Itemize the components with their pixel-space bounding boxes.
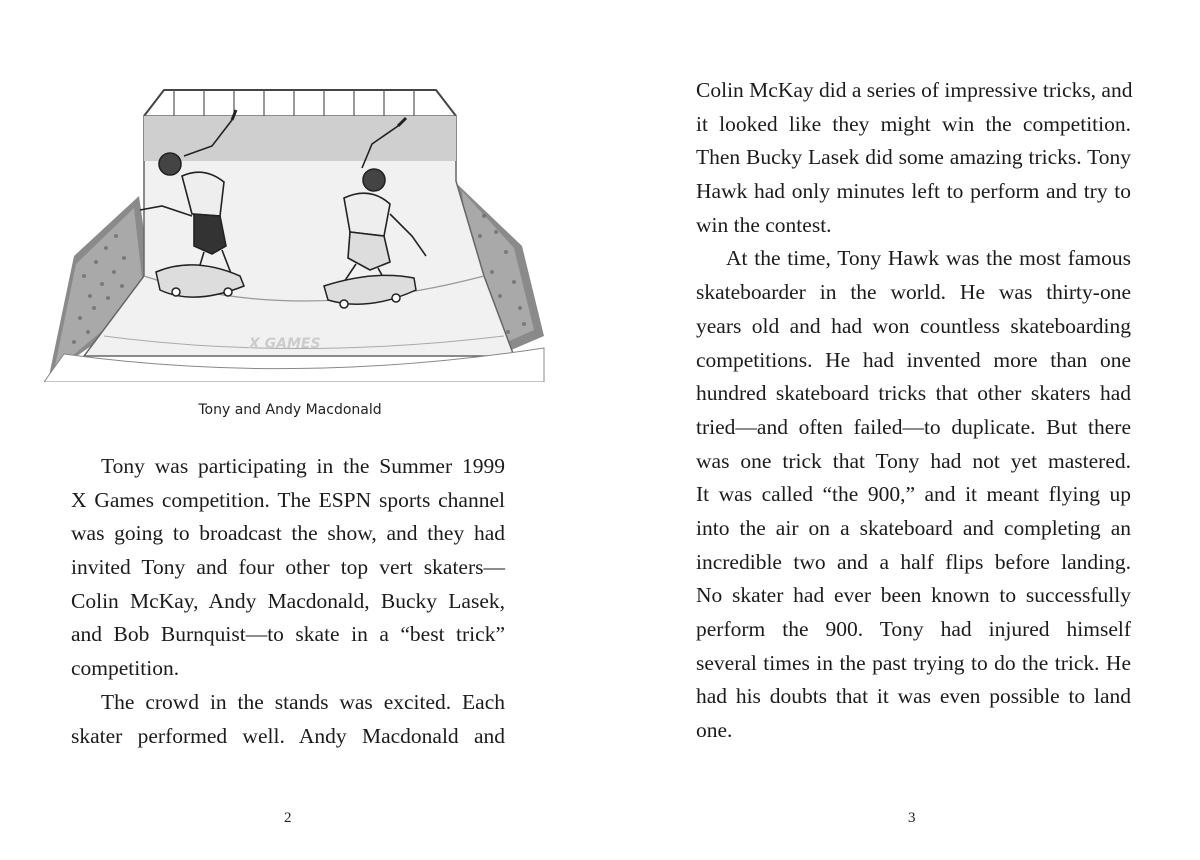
paragraph [71,450,505,686]
text-line: competition. [71,656,180,681]
text-line: Colin McKay, Andy Macdonald, Bucky Lasek, [71,588,505,613]
text-line: years old and had won countless skateboarding [696,313,1131,338]
text-line: and Bob Burnquist—to skate in a “best trick” [71,622,505,647]
text-line: X Games competition. The ESPN sports channel [71,487,505,512]
svg-text:X GAMES: X GAMES [249,336,321,352]
text-line: was one trick that Tony had not yet mastered. [696,448,1131,473]
text-line: tried—and often failed—to duplicate. But there [696,414,1131,439]
right-page-body [696,74,1131,748]
ramp-drawing [44,86,550,382]
text-line: perform the 900. Tony had injured himself [696,617,1131,641]
text-line: skateboarder in the world. He was thirty-one [696,280,1131,305]
text-line: had his doubts that it was even possible to land [696,684,1131,709]
text-line: No skater had ever been known to successfully [696,583,1131,608]
text-line: Colin McKay did a series of impressive tricks, and [696,78,1133,102]
text-line: It was called “the 900,” and it meant flying up [696,482,1131,507]
paragraph [696,74,1131,242]
text-line: invited Tony and four other top vert skaters— [71,555,505,580]
text-line: was going to broadcast the show, and they had [71,521,505,546]
paragraph [696,242,1131,747]
text-line: one. [696,718,733,743]
text-line: several times in the past trying to do the trick. He [696,650,1131,675]
page-number: 2 [284,810,292,826]
text-line: into the air on a skateboard and completing an [696,515,1131,540]
page-number: 3 [908,810,916,826]
skateboarding-illustration [44,86,550,382]
illustration-caption: Tony and Andy Macdonald [198,402,382,418]
text-line: incredible two and a half flips before landing. [696,549,1131,574]
text-line: Hawk had only minutes left to perform and try to [696,179,1131,204]
text-line: Tony was participating in the Summer 1999 [101,454,505,478]
text-line: Then Bucky Lasek did some amazing tricks. Tony [696,145,1131,170]
right-page [600,0,1200,860]
text-line: At the time, Tony Hawk was the most famous [726,246,1131,271]
text-line: skater performed well. Andy Macdonald and [71,723,505,748]
text-line: The crowd in the stands was excited. Each [101,689,505,714]
text-line: competitions. He had invented more than one [696,347,1131,372]
text-line: win the contest. [696,212,832,237]
text-line: hundred skateboard tricks that other skaters had [696,381,1131,406]
paragraph [71,686,505,753]
left-page-body [71,450,505,753]
text-line: it looked like they might win the competition. [696,111,1131,136]
